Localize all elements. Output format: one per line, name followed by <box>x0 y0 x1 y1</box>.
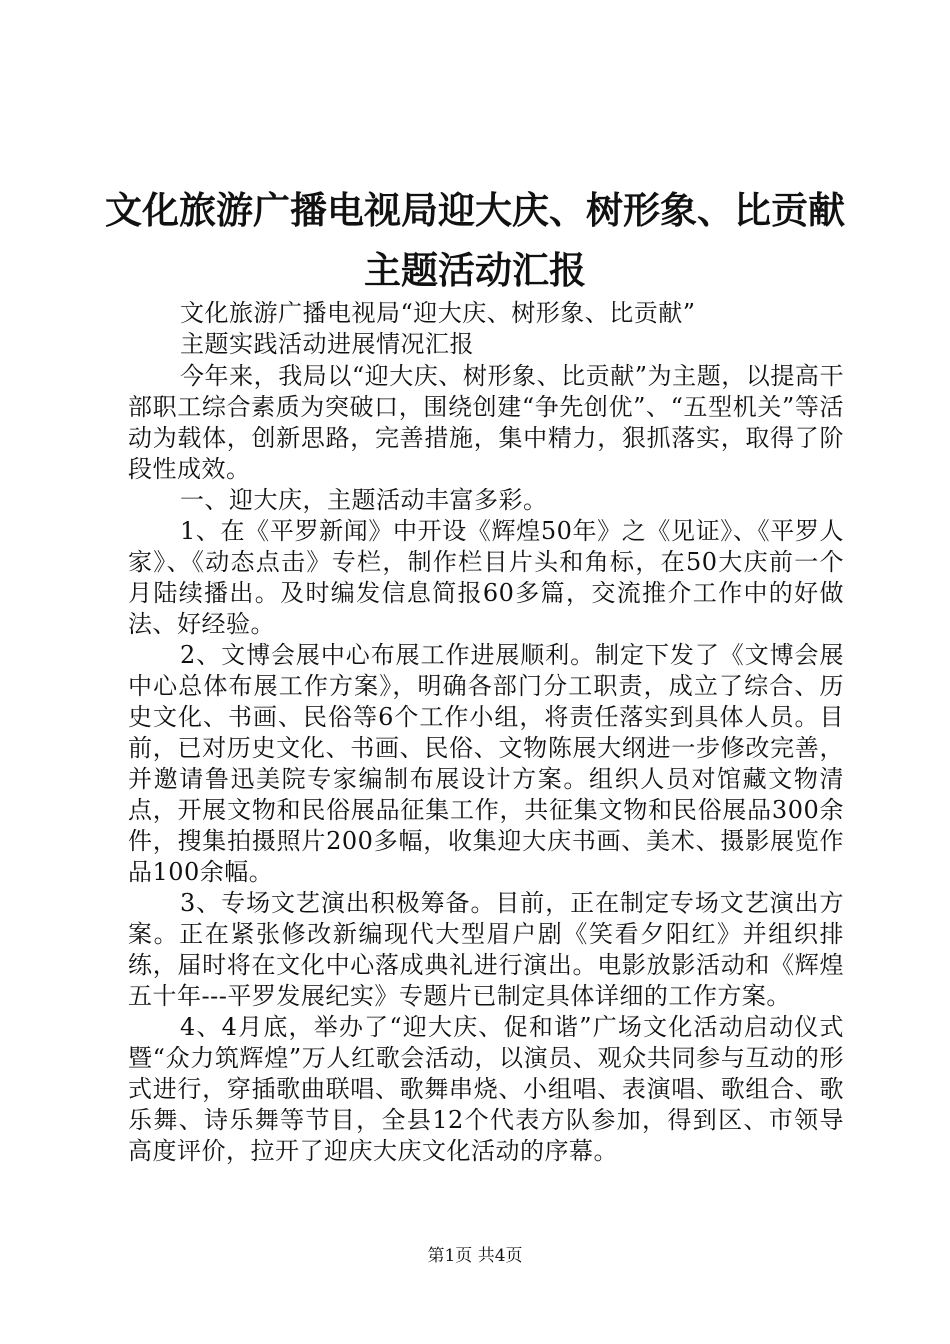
paragraph-item-2: 2、文博会展中心布展工作进展顺利。制定下发了《文博会展中心总体布展工作方案》，明确各部门分工职责，成立了综合、历史文化、书画、民俗等6个工作小组，将责任落实到具体人员。目前，已对历史文化、书画、民俗、文物陈展大纲进一步修改完善，并邀请鲁迅美院专家编制布展设计方案。组织人员对馆藏文物清点，开展文物和民俗展品征集工作，共征集文物和民俗展品300余件，搜集拍摄照片200多幅，收集迎大庆书画、美术、摄影展览作品100余幅。 <box>128 641 844 886</box>
paragraph-intro: 今年来，我局以“迎大庆、树形象、比贡献”为主题，以提高干部职工综合素质为突破口，围绕创建“争先创优”、“五型机关”等活动为载体，创新思路，完善措施，集中精力，狠抓落实，取得了阶段性成效。 <box>128 362 844 483</box>
paragraph-item-4: 4、4月底，举办了“迎大庆、促和谐”广场文化活动启动仪式暨“众力筑辉煌”万人红歌会活动，以演员、观众共同参与互动的形式进行，穿插歌曲联唱、歌舞串烧、小组唱、表演唱、歌组合、歌乐舞、诗乐舞等节目，全县12个代表方队参加，得到区、市领导高度评价，拉开了迎庆大庆文化活动的序幕。 <box>128 1013 844 1165</box>
paragraph-item-3: 3、专场文艺演出积极筹备。目前，正在制定专场文艺演出方案。正在紧张修改新编现代大型眉户剧《笑看夕阳红》并组织排练，届时将在文化中心落成典礼进行演出。电影放影活动和《辉煌五十年---平罗发展纪实》专题片已制定具体详细的工作方案。 <box>128 889 844 1010</box>
page-footer: 第1页 共4页 <box>427 1246 523 1266</box>
paragraph-item-1: 1、在《平罗新闻》中开设《辉煌50年》之《见证》、《平罗人家》、《动态点击》专栏，制作栏目片头和角标，在50大庆前一个月陆续播出。及时编发信息简报60多篇，交流推介工作中的好做法、好经验。 <box>128 517 844 638</box>
subtitle-line-2: 主题实践活动进展情况汇报 <box>180 330 474 358</box>
section-heading-1: 一、迎大庆，主题活动丰富多彩。 <box>180 486 548 514</box>
subtitle-line-1: 文化旅游广播电视局“迎大庆、树形象、比贡献” <box>180 299 696 327</box>
document-title-line-2: 主题活动汇报 <box>364 249 586 292</box>
document-title-line-1: 文化旅游广播电视局迎大庆、树形象、比贡献 <box>105 189 845 232</box>
document-body <box>128 361 844 1167</box>
